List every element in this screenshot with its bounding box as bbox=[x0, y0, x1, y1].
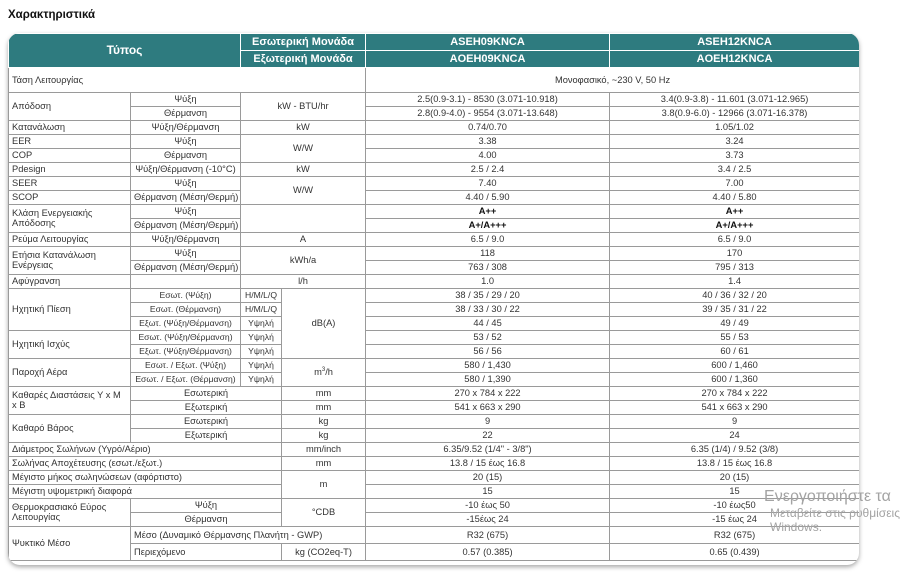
row-label: SEER bbox=[9, 177, 131, 191]
level-cell: H/M/L/Q bbox=[241, 303, 282, 317]
value-cell: 600 / 1,360 bbox=[610, 373, 859, 387]
value-cell: A+/A+++ bbox=[610, 219, 859, 233]
mode-cell: Εξωτ. (Ψύξη/Θέρμανση) bbox=[131, 345, 241, 359]
row-label: Παροχή Αέρα bbox=[9, 359, 131, 387]
unit-cell: kW bbox=[241, 121, 366, 135]
table-row bbox=[9, 415, 860, 429]
unit-cell: W/W bbox=[241, 135, 366, 163]
mode-cell: Εσωτερική bbox=[131, 387, 282, 401]
level-cell: Υψηλή bbox=[241, 317, 282, 331]
row-label: EER bbox=[9, 135, 131, 149]
unit-cell: kW bbox=[241, 163, 366, 177]
value-cell: 40 / 36 / 32 / 20 bbox=[610, 289, 859, 303]
table-row bbox=[9, 163, 860, 177]
table-row bbox=[9, 233, 860, 247]
row-label: Διάμετρος Σωλήνων (Υγρό/Αέριο) bbox=[9, 443, 282, 457]
value-cell: 53 / 52 bbox=[366, 331, 610, 345]
value-cell: 6.35 (1/4) / 9.52 (3/8) bbox=[610, 443, 859, 457]
value-cell: 600 / 1,460 bbox=[610, 359, 859, 373]
unit-cell: mm bbox=[282, 401, 366, 415]
unit-cell bbox=[282, 359, 366, 387]
value-cell: 20 (15) bbox=[366, 471, 610, 485]
value-cell: 7.40 bbox=[366, 177, 610, 191]
spec-table bbox=[8, 33, 859, 561]
row-label: Καθαρό Βάρος bbox=[9, 415, 131, 443]
value-cell: A++ bbox=[610, 205, 859, 219]
table-row bbox=[9, 275, 860, 289]
table-row bbox=[9, 121, 860, 135]
value-cell: 13.8 / 15 έως 16.8 bbox=[366, 457, 610, 471]
watermark-line-3: Windows. bbox=[770, 520, 823, 534]
value-cell: 270 x 784 x 222 bbox=[610, 387, 859, 401]
value-cell: 55 / 53 bbox=[610, 331, 859, 345]
outdoor-unit-header: Εξωτερική Μονάδα bbox=[241, 51, 366, 68]
table-row bbox=[9, 261, 860, 275]
mode-cell: Θέρμανση (Μέση/Θερμή) bbox=[131, 191, 241, 205]
mode-cell: Θέρμανση (Μέση/Θερμή) bbox=[131, 261, 241, 275]
value-cell: -15 έως 24 bbox=[610, 513, 859, 527]
unit-cell: kW - BTU/hr bbox=[241, 93, 366, 121]
unit-cell: kg (CO2eq-T) bbox=[282, 544, 366, 561]
unit-base: m bbox=[314, 367, 322, 377]
unit-tail: /h bbox=[325, 367, 333, 377]
unit-cell: m bbox=[282, 471, 366, 499]
value-cell: 2.8(0.9-4.0) - 9554 (3.071-13.648) bbox=[366, 107, 610, 121]
unit-cell: W/W bbox=[241, 177, 366, 205]
value-cell: 15 bbox=[610, 485, 859, 499]
mode-cell: Εξωτερική bbox=[131, 401, 282, 415]
row-label: Κλάση Ενεργειακής Απόδοσης bbox=[9, 205, 131, 233]
row-label: Ηχητική Πίεση bbox=[9, 289, 131, 331]
row-label: Καθαρές Διαστάσεις Υ x Μ x Β bbox=[9, 387, 131, 415]
row-label: Θερμοκρασιακό Εύρος Λειτουργίας bbox=[9, 499, 131, 527]
table-row bbox=[9, 485, 860, 499]
row-label: Pdesign bbox=[9, 163, 131, 177]
value-cell: 9 bbox=[366, 415, 610, 429]
value-cell: 3.38 bbox=[366, 135, 610, 149]
mode-cell: Ψύξη bbox=[131, 247, 241, 261]
table-row bbox=[9, 387, 860, 401]
value-cell: 3.4(0.9-3.8) - 11.601 (3.071-12.965) bbox=[610, 93, 859, 107]
value-cell: 6.5 / 9.0 bbox=[366, 233, 610, 247]
value-cell: 170 bbox=[610, 247, 859, 261]
table-row bbox=[9, 177, 860, 191]
table-row bbox=[9, 499, 860, 513]
unit-cell: kg bbox=[282, 429, 366, 443]
table-row bbox=[9, 219, 860, 233]
mode-cell: Εσωτ. / Εξωτ. (Ψύξη) bbox=[131, 359, 241, 373]
value-cell: 2.5(0.9-3.1) - 8530 (3.071-10.918) bbox=[366, 93, 610, 107]
spec-table-container bbox=[8, 33, 859, 565]
value-cell: R32 (675) bbox=[610, 527, 859, 544]
value-cell: 4.40 / 5.80 bbox=[610, 191, 859, 205]
value-cell: 0.57 (0.385) bbox=[366, 544, 610, 561]
value-cell: 38 / 35 / 29 / 20 bbox=[366, 289, 610, 303]
mode-cell: Θέρμανση bbox=[131, 107, 241, 121]
level-cell: Υψηλή bbox=[241, 373, 282, 387]
value-cell: R32 (675) bbox=[366, 527, 610, 544]
value-cell: 3.8(0.9-6.0) - 12966 (3.071-16.378) bbox=[610, 107, 859, 121]
row-label: Αφύγρανση bbox=[9, 275, 131, 289]
row-label: Μέγιστη υψομετρική διαφορά bbox=[9, 485, 282, 499]
mode-cell: Εσωτ. (Θέρμανση) bbox=[131, 303, 241, 317]
mode-cell: Ψύξη/Θέρμανση bbox=[131, 233, 241, 247]
table-row bbox=[9, 93, 860, 107]
value-cell: 38 / 33 / 30 / 22 bbox=[366, 303, 610, 317]
unit-cell: l/h bbox=[241, 275, 366, 289]
value-cell: 0.65 (0.439) bbox=[610, 544, 859, 561]
value-cell: 4.40 / 5.90 bbox=[366, 191, 610, 205]
table-row bbox=[9, 513, 860, 527]
value-cell: 118 bbox=[366, 247, 610, 261]
value-cell: -10 έως50 bbox=[610, 499, 859, 513]
unit-cell: kWh/a bbox=[241, 247, 366, 275]
value-cell: 2.5 / 2.4 bbox=[366, 163, 610, 177]
value-cell: 3.4 / 2.5 bbox=[610, 163, 859, 177]
value-cell: 763 / 308 bbox=[366, 261, 610, 275]
mode-cell: Θέρμανση bbox=[131, 149, 241, 163]
table-row bbox=[9, 359, 860, 373]
value-cell: 15 bbox=[366, 485, 610, 499]
mode-cell: Εσωτ. / Εξωτ. (Θέρμανση) bbox=[131, 373, 241, 387]
table-row bbox=[9, 527, 860, 544]
value-cell: 0.74/0.70 bbox=[366, 121, 610, 135]
value-cell: 49 / 49 bbox=[610, 317, 859, 331]
model-b-outdoor: AOEH12KNCA bbox=[610, 51, 859, 68]
table-row bbox=[9, 443, 860, 457]
table-row bbox=[9, 544, 860, 561]
table-row bbox=[9, 429, 860, 443]
level-cell: Υψηλή bbox=[241, 345, 282, 359]
unit-cell: dB(A) bbox=[282, 289, 366, 359]
unit-cell: mm bbox=[282, 387, 366, 401]
level-cell: Υψηλή bbox=[241, 331, 282, 345]
value-cell: 7.00 bbox=[610, 177, 859, 191]
model-b-indoor: ASEH12KNCA bbox=[610, 34, 859, 51]
table-row bbox=[9, 471, 860, 485]
value-cell: 6.35/9.52 (1/4" - 3/8") bbox=[366, 443, 610, 457]
value-cell: 580 / 1,430 bbox=[366, 359, 610, 373]
model-a-outdoor: AOEH09KNCA bbox=[366, 51, 610, 68]
value-cell: A+/A+++ bbox=[366, 219, 610, 233]
table-row bbox=[9, 457, 860, 471]
value-cell: 1.0 bbox=[366, 275, 610, 289]
table-row bbox=[9, 373, 860, 387]
value-cell: 1.4 bbox=[610, 275, 859, 289]
value-cell: 270 x 784 x 222 bbox=[366, 387, 610, 401]
unit-superscript: 3 bbox=[321, 366, 326, 373]
table-row bbox=[9, 289, 860, 303]
value-cell: A++ bbox=[366, 205, 610, 219]
level-cell: Υψηλή bbox=[241, 359, 282, 373]
value-cell: 60 / 61 bbox=[610, 345, 859, 359]
unit-cell bbox=[241, 205, 366, 233]
table-row bbox=[9, 135, 860, 149]
value-cell: 44 / 45 bbox=[366, 317, 610, 331]
windows-activation-watermark bbox=[764, 488, 900, 534]
value-cell: 3.24 bbox=[610, 135, 859, 149]
level-cell: H/M/L/Q bbox=[241, 289, 282, 303]
mode-cell: Θέρμανση bbox=[131, 513, 282, 527]
mode-cell: Ψύξη/Θέρμανση bbox=[131, 121, 241, 135]
value-cell: 541 x 663 x 290 bbox=[610, 401, 859, 415]
mode-cell: Θέρμανση (Μέση/Θερμή) bbox=[131, 219, 241, 233]
type-header: Τύπος bbox=[9, 34, 241, 68]
value-cell: 39 / 35 / 31 / 22 bbox=[610, 303, 859, 317]
value-cell: 20 (15) bbox=[610, 471, 859, 485]
row-label: SCOP bbox=[9, 191, 131, 205]
mode-cell: Εξωτερική bbox=[131, 429, 282, 443]
section-title: Χαρακτηριστικά bbox=[8, 9, 96, 21]
value-cell: 541 x 663 x 290 bbox=[366, 401, 610, 415]
row-label: Μέγιστο μήκος σωληνώσεων (αφόρτιστο) bbox=[9, 471, 282, 485]
table-row bbox=[9, 345, 860, 359]
unit-cell: A bbox=[241, 233, 366, 247]
value-cell: 6.5 / 9.0 bbox=[610, 233, 859, 247]
table-row bbox=[9, 107, 860, 121]
table-row bbox=[9, 401, 860, 415]
row-label: Σωλήνας Αποχέτευσης (εσωτ./εξωτ.) bbox=[9, 457, 282, 471]
table-row bbox=[9, 149, 860, 163]
table-row bbox=[9, 68, 860, 93]
value-cell: 24 bbox=[610, 429, 859, 443]
row-label: COP bbox=[9, 149, 131, 163]
value-cell: -10 έως 50 bbox=[366, 499, 610, 513]
unit-cell: kg bbox=[282, 415, 366, 429]
mode-cell: Ψύξη bbox=[131, 135, 241, 149]
table-row bbox=[9, 317, 860, 331]
row-label: Τάση Λειτουργίας bbox=[9, 68, 366, 93]
watermark-line-2: Μεταβείτε στις ρυθμίσεις bbox=[770, 506, 900, 520]
mode-cell: Ψύξη bbox=[131, 177, 241, 191]
value-cell: 22 bbox=[366, 429, 610, 443]
mode-cell: Μέσο (Δυναμικό Θέρμανσης Πλανήτη - GWP) bbox=[131, 527, 366, 544]
mode-cell: Εσωτ. (Ψύξη) bbox=[131, 289, 241, 303]
mode-cell: Ψύξη bbox=[131, 499, 282, 513]
value-cell: 3.73 bbox=[610, 149, 859, 163]
unit-cell: °CDB bbox=[282, 499, 366, 527]
mode-cell: Ψύξη bbox=[131, 205, 241, 219]
value-cell: 9 bbox=[610, 415, 859, 429]
value-cell: 580 / 1,390 bbox=[366, 373, 610, 387]
mode-cell bbox=[131, 275, 241, 289]
mode-cell: Εσωτ. (Ψύξη/Θέρμανση) bbox=[131, 331, 241, 345]
table-row bbox=[9, 247, 860, 261]
watermark-line-1: Ενεργοποιήστε τα bbox=[764, 488, 891, 505]
value-cell: Μονοφασικό, ~230 V, 50 Hz bbox=[366, 68, 859, 93]
value-cell: 56 / 56 bbox=[366, 345, 610, 359]
model-a-indoor: ASEH09KNCA bbox=[366, 34, 610, 51]
value-cell: 1.05/1.02 bbox=[610, 121, 859, 135]
table-row bbox=[9, 331, 860, 345]
row-label: Ρεύμα Λειτουργίας bbox=[9, 233, 131, 247]
mode-cell: Εσωτερική bbox=[131, 415, 282, 429]
mode-cell: Περιεχόμενο bbox=[131, 544, 282, 561]
row-label: Απόδοση bbox=[9, 93, 131, 121]
unit-cell: mm bbox=[282, 457, 366, 471]
mode-cell: Ψύξη/Θέρμανση (-10°C) bbox=[131, 163, 241, 177]
table-row bbox=[9, 205, 860, 219]
value-cell: 4.00 bbox=[366, 149, 610, 163]
row-label: Ηχητική Ισχύς bbox=[9, 331, 131, 359]
mode-cell: Εξωτ. (Ψύξη/Θέρμανση) bbox=[131, 317, 241, 331]
value-cell: -15έως 24 bbox=[366, 513, 610, 527]
mode-cell: Ψύξη bbox=[131, 93, 241, 107]
row-label: Ετήσια Κατανάλωση Ενέργειας bbox=[9, 247, 131, 275]
table-row bbox=[9, 191, 860, 205]
row-label: Ψυκτικό Μέσο bbox=[9, 527, 131, 561]
row-label: Κατανάλωση bbox=[9, 121, 131, 135]
header-row-indoor bbox=[9, 34, 860, 51]
unit-cell: mm/inch bbox=[282, 443, 366, 457]
value-cell: 795 / 313 bbox=[610, 261, 859, 275]
indoor-unit-header: Εσωτερική Μονάδα bbox=[241, 34, 366, 51]
table-row bbox=[9, 303, 860, 317]
value-cell: 13.8 / 15 έως 16.8 bbox=[610, 457, 859, 471]
